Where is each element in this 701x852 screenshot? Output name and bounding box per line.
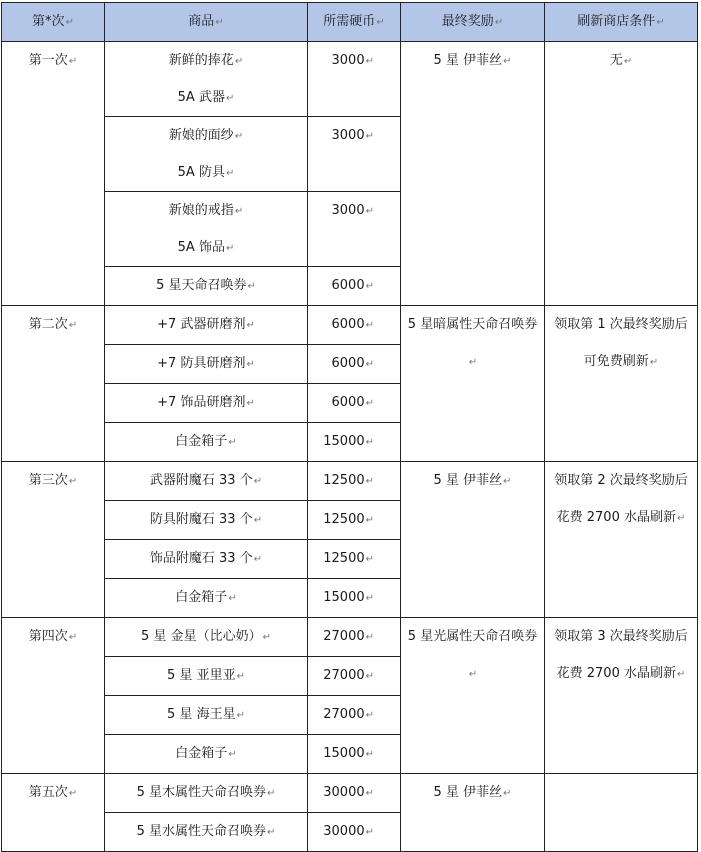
reward-cell: 5 星 伊菲丝↵ <box>401 462 545 618</box>
cost-value: 12500 <box>323 551 365 566</box>
reward-cell: 5 星 伊菲丝↵ <box>401 774 545 852</box>
refresh-cell: 领取第 3 次最终奖励后花费 2700 水晶刷新↵ <box>545 618 698 774</box>
item-line: 5 星 亚里亚↵ <box>167 668 245 683</box>
round-label: 第四次 <box>28 629 68 644</box>
round-cell: 第三次↵ <box>2 462 105 618</box>
item-line: 5A 饰品↵ <box>177 240 235 255</box>
header-round: 第*次↵ <box>2 3 105 42</box>
cost-value: 27000 <box>323 707 365 722</box>
reward-cell: 5 星光属性天命召唤券↵ <box>401 618 545 774</box>
table-row <box>2 306 698 345</box>
reward-label: 5 星 伊菲丝 <box>433 473 503 488</box>
cost-value: 15000 <box>323 434 365 449</box>
cost-value: 3000 <box>331 203 365 218</box>
refresh-condition: 领取第 1 次最终奖励后可免费刷新 <box>554 317 688 369</box>
item-cell <box>105 813 308 852</box>
item-line: 5 星水属性天命召唤券↵ <box>136 824 276 839</box>
cost-cell: 30000↵ <box>308 774 401 813</box>
cost-cell: 12500↵ <box>308 501 401 540</box>
refresh-condition: 领取第 3 次最终奖励后花费 2700 水晶刷新 <box>554 629 688 681</box>
cost-value: 27000 <box>323 629 365 644</box>
header-refresh: 刷新商店条件↵ <box>545 3 698 42</box>
item-cell <box>105 267 308 306</box>
item-cell <box>105 579 308 618</box>
item-line: 5A 防具↵ <box>177 165 235 180</box>
item-cell <box>105 696 308 735</box>
round-label: 第三次 <box>28 473 68 488</box>
cost-cell: 27000↵ <box>308 618 401 657</box>
item-line: 白金箱子↵ <box>175 434 237 449</box>
cost-cell: 27000↵ <box>308 657 401 696</box>
cost-value: 3000 <box>331 53 365 68</box>
item-line: 白金箱子↵ <box>175 590 237 605</box>
item-line: 防具附魔石 33 个↵ <box>149 512 263 527</box>
item-line: 武器附魔石 33 个↵ <box>149 473 263 488</box>
cost-cell: 3000↵ <box>308 117 401 192</box>
cost-value: 27000 <box>323 668 365 683</box>
cost-cell: 15000↵ <box>308 579 401 618</box>
reward-label: 5 星 伊菲丝 <box>433 785 503 800</box>
table-body <box>2 42 698 852</box>
refresh-cell: 领取第 1 次最终奖励后可免费刷新↵ <box>545 306 698 462</box>
round-cell: 第二次↵ <box>2 306 105 462</box>
table-row <box>2 462 698 501</box>
item-line: 5A 武器↵ <box>177 90 235 105</box>
item-line: 5 星天命召唤券↵ <box>156 278 256 293</box>
item-cell <box>105 384 308 423</box>
header-cost: 所需硬币↵ <box>308 3 401 42</box>
cost-value: 30000 <box>323 785 365 800</box>
item-line: +7 武器研磨剂↵ <box>157 317 255 332</box>
cost-value: 6000 <box>331 356 365 371</box>
cost-value: 12500 <box>323 473 365 488</box>
cost-cell: 3000↵ <box>308 42 401 117</box>
cost-cell: 6000↵ <box>308 384 401 423</box>
item-line: 新娘的戒指↵ <box>168 203 244 218</box>
round-cell: 第一次↵ <box>2 42 105 306</box>
cost-value: 30000 <box>323 824 365 839</box>
round-cell: 第四次↵ <box>2 618 105 774</box>
table-row <box>2 618 698 657</box>
item-line: 新鲜的捧花↵ <box>168 53 244 68</box>
item-line: 白金箱子↵ <box>175 746 237 761</box>
shop-table <box>1 2 698 852</box>
item-cell <box>105 774 308 813</box>
item-cell <box>105 306 308 345</box>
item-cell <box>105 501 308 540</box>
item-line: 新娘的面纱↵ <box>168 128 244 143</box>
reward-cell: 5 星 伊菲丝↵ <box>401 42 545 306</box>
cost-value: 3000 <box>331 128 365 143</box>
round-label: 第一次 <box>28 53 68 68</box>
item-cell <box>105 657 308 696</box>
item-line: +7 饰品研磨剂↵ <box>157 395 255 410</box>
item-cell <box>105 117 308 192</box>
round-label: 第五次 <box>28 785 68 800</box>
cost-value: 6000 <box>331 278 365 293</box>
reward-cell: 5 星暗属性天命召唤券↵ <box>401 306 545 462</box>
round-label: 第二次 <box>28 317 68 332</box>
refresh-condition: 领取第 2 次最终奖励后花费 2700 水晶刷新 <box>554 473 688 525</box>
round-cell: 第五次↵ <box>2 774 105 852</box>
item-line: 5 星 金星（比心奶）↵ <box>141 629 271 644</box>
item-line: 5 星木属性天命召唤券↵ <box>136 785 276 800</box>
refresh-condition: 无 <box>609 53 623 68</box>
cost-value: 15000 <box>323 746 365 761</box>
item-line: 5 星 海王星↵ <box>167 707 245 722</box>
reward-label: 5 星暗属性天命召唤券 <box>407 317 538 332</box>
item-cell <box>105 462 308 501</box>
item-cell <box>105 42 308 117</box>
cost-cell: 27000↵ <box>308 696 401 735</box>
cost-cell: 15000↵ <box>308 735 401 774</box>
item-cell <box>105 192 308 267</box>
item-line: +7 防具研磨剂↵ <box>157 356 255 371</box>
cost-cell: 30000↵ <box>308 813 401 852</box>
cost-cell: 3000↵ <box>308 192 401 267</box>
item-cell <box>105 540 308 579</box>
cost-cell: 15000↵ <box>308 423 401 462</box>
cost-value: 6000 <box>331 395 365 410</box>
reward-label: 5 星光属性天命召唤券 <box>407 629 538 644</box>
reward-label: 5 星 伊菲丝 <box>433 53 503 68</box>
item-cell <box>105 345 308 384</box>
table-header-row <box>2 3 698 42</box>
cost-value: 15000 <box>323 590 365 605</box>
refresh-cell: 领取第 2 次最终奖励后花费 2700 水晶刷新↵ <box>545 462 698 618</box>
cost-value: 6000 <box>331 317 365 332</box>
cost-cell: 12500↵ <box>308 462 401 501</box>
cost-cell: 6000↵ <box>308 345 401 384</box>
refresh-cell: 无↵ <box>545 42 698 306</box>
cost-cell: 6000↵ <box>308 267 401 306</box>
header-reward: 最终奖励↵ <box>401 3 545 42</box>
item-line: 饰品附魔石 33 个↵ <box>149 551 263 566</box>
refresh-cell <box>545 774 698 852</box>
table-row <box>2 42 698 117</box>
item-cell <box>105 423 308 462</box>
cost-value: 12500 <box>323 512 365 527</box>
item-cell <box>105 618 308 657</box>
item-cell <box>105 735 308 774</box>
cost-cell: 12500↵ <box>308 540 401 579</box>
table-row <box>2 774 698 813</box>
cost-cell: 6000↵ <box>308 306 401 345</box>
header-item: 商品↵ <box>105 3 308 42</box>
